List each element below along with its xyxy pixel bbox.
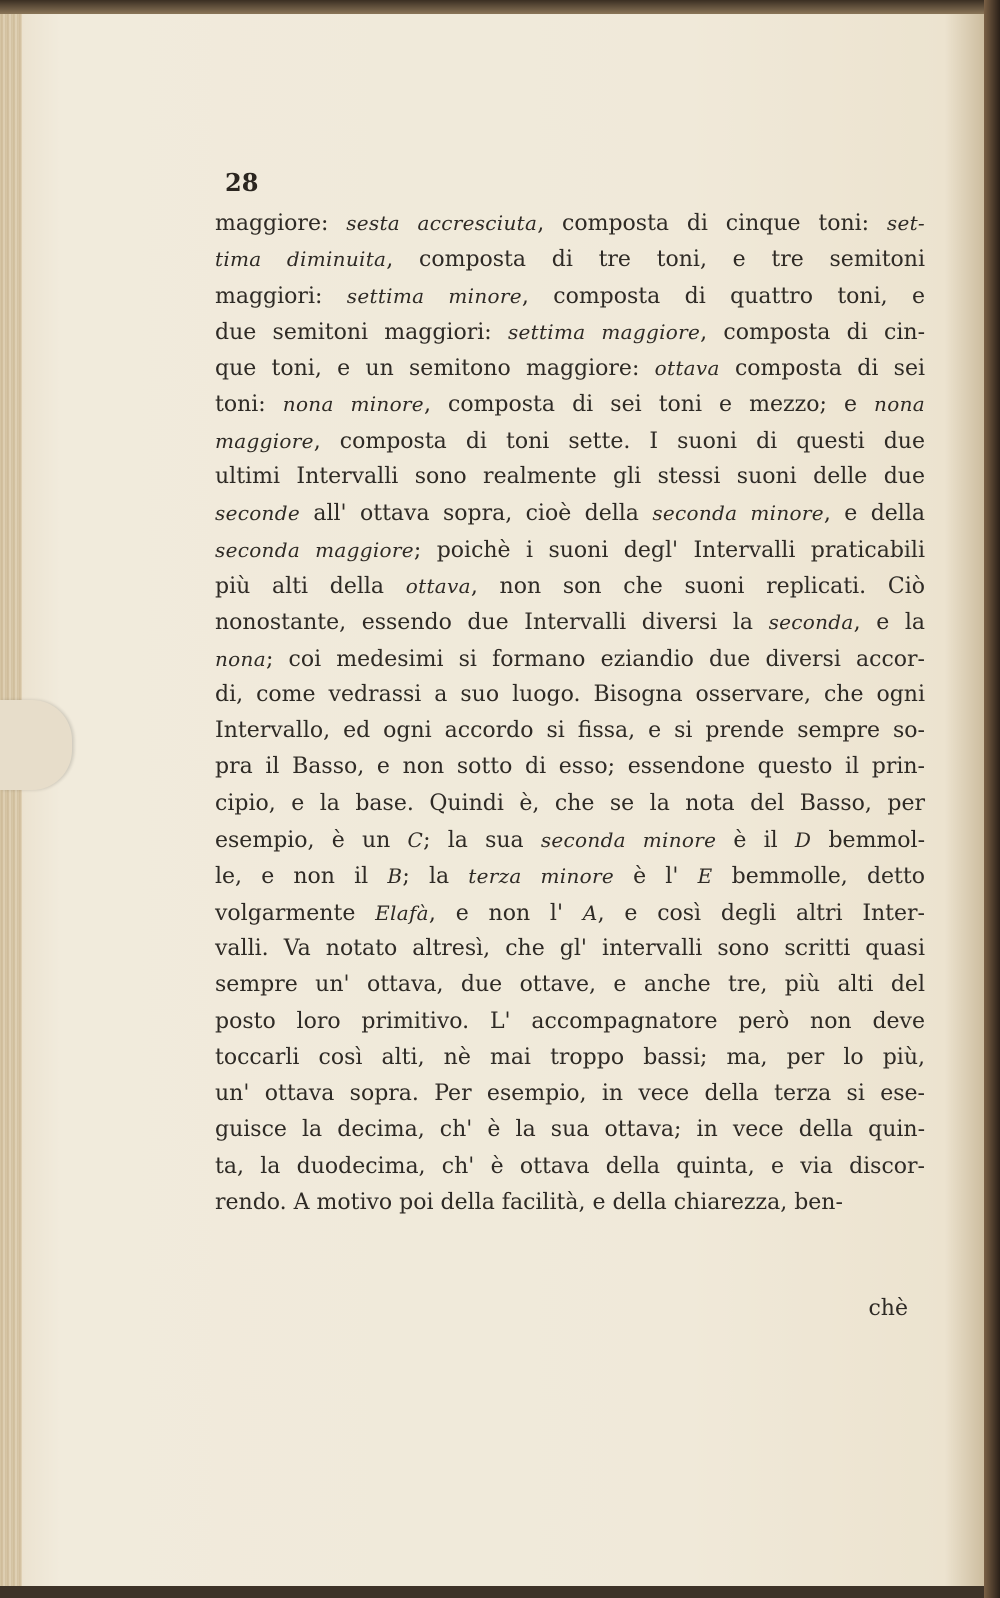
text-segment: , e la [853,610,925,636]
text-segment: ; la sua [423,828,541,854]
italic-text-segment: terza minore [468,864,614,889]
text-segment: , e così degli altri Inter- [597,900,925,926]
book-right-edge [984,0,1000,1598]
text-line [215,895,925,931]
text-line [215,459,925,495]
italic-text-segment: B [387,864,403,889]
italic-text-segment: maggiore [215,428,314,453]
text-segment: bemmol- [811,828,926,854]
text-segment: ; la [402,864,469,890]
italic-text-segment: set- [886,211,925,235]
text-segment: , composta di quattro toni, e [521,283,926,309]
text-segment: due semitoni maggiori: [215,319,508,345]
italic-text-segment: D [794,828,812,853]
text-segment: pra il Basso, e non sotto di esso; essendone questo il prin- [215,754,925,780]
text-segment: le, e non il [215,864,388,890]
text-line [215,1076,925,1112]
text-segment: , composta di toni sette. I suoni di questi due [313,428,925,454]
text-segment: di, come vedrassi a suo luogo. Bisogna osservare, che ogni [215,681,925,707]
text-segment: maggiore: [215,211,347,236]
italic-text-segment: seconda minore [652,501,824,526]
italic-text-segment: C [407,828,424,853]
text-segment: , composta di tre toni, e tre semitoni [386,247,926,273]
text-segment: , composta di cin- [700,319,926,345]
catchword: chè [868,1296,908,1321]
text-line [215,967,925,1003]
body-text [215,205,925,1221]
text-segment: composta di sei [719,356,925,382]
italic-text-segment: ottava [654,356,720,381]
italic-text-segment: sesta accresciuta [346,211,538,235]
text-segment: , e della [823,501,925,527]
text-line [215,604,925,640]
text-line [215,1185,925,1221]
text-line [215,1149,925,1185]
text-segment: volgarmente [215,900,376,926]
text-segment: ; poichè i suoni degl' Intervalli praticabili [413,537,926,563]
text-line [215,278,925,314]
text-line [215,314,925,350]
text-segment: è il [716,828,795,854]
text-segment: , composta di cinque toni: [537,211,887,236]
text-segment: toccarli così alti, nè mai troppo bassi; ma, per lo più, [215,1044,925,1070]
italic-text-segment: A [582,900,598,925]
italic-text-segment: nona [215,646,266,671]
text-line [215,1040,925,1076]
text-segment: maggiori: [215,283,347,309]
text-segment: , non son che suoni replicati. Ciò [470,573,925,599]
italic-text-segment: settima maggiore [507,319,701,344]
italic-text-segment: tima diminuita [215,247,387,272]
text-segment: più alti della [215,573,406,599]
text-line [215,749,925,785]
text-line [215,568,925,604]
text-segment: rendo. A motivo poi della facilità, e della chiarezza, ben- [215,1190,843,1216]
text-line [215,713,925,749]
text-segment: ; coi medesimi si formano eziandio due diversi accor- [265,646,925,672]
text-line [215,641,925,677]
text-line [215,241,925,277]
italic-text-segment: seconda minore [540,828,717,853]
text-segment: esempio, è un [215,828,408,854]
text-segment: bemmolle, detto [712,864,925,890]
text-segment: Intervallo, ed ogni accordo si fissa, e si prende sempre so- [215,718,925,744]
text-segment: ultimi Intervalli sono realmente gli stessi suoni delle due [215,464,925,490]
bookmark-tab [0,700,72,790]
italic-text-segment: ottava [405,573,471,598]
text-segment: ta, la duodecima, ch' è ottava della quinta, e via discor- [215,1153,925,1179]
text-segment: all' ottava sopra, cioè della [299,501,653,527]
text-segment: è l' [613,864,698,890]
text-line [215,386,925,422]
text-segment: , composta di sei toni e mezzo; e [423,392,875,418]
text-line [215,858,925,894]
text-line [215,532,925,568]
italic-text-segment: seconda maggiore [215,537,414,562]
text-line [215,423,925,459]
italic-text-segment: nona minore [282,392,424,417]
text-line [215,931,925,967]
text-line [215,822,925,858]
italic-text-segment: Elafà [375,900,429,925]
text-line [215,495,925,531]
text-segment: valli. Va notato altresì, che gl' intervalli sono scritti quasi [215,935,925,961]
italic-text-segment: seconda [768,610,854,635]
text-line [215,786,925,822]
text-line [215,205,925,241]
text-segment: nonostante, essendo due Intervalli diversi la [215,610,769,636]
text-line [215,1112,925,1148]
italic-text-segment: settima minore [346,283,522,308]
italic-text-segment: nona [874,392,925,417]
text-segment: sempre un' ottava, due ottave, e anche tre, più alti del [215,972,925,998]
text-segment: , e non l' [428,900,583,926]
text-segment: un' ottava sopra. Per esempio, in vece della terza si ese- [215,1081,925,1107]
text-segment: guisce la decima, ch' è la sua ottava; in vece della quin- [215,1117,925,1143]
text-segment: cipio, e la base. Quindi è, che se la nota del Basso, per [215,790,925,816]
italic-text-segment: E [697,864,713,889]
italic-text-segment: seconde [215,501,300,526]
book-top-edge [0,0,1000,14]
text-segment: toni: [215,392,283,418]
text-segment: posto loro primitivo. L' accompagnatore però non deve [215,1008,925,1034]
text-line [215,1004,925,1040]
text-line [215,677,925,713]
page-number: 28 [225,168,259,197]
text-line [215,350,925,386]
page-binding-edge [0,14,22,1586]
text-segment: que toni, e un semitono maggiore: [215,356,655,382]
